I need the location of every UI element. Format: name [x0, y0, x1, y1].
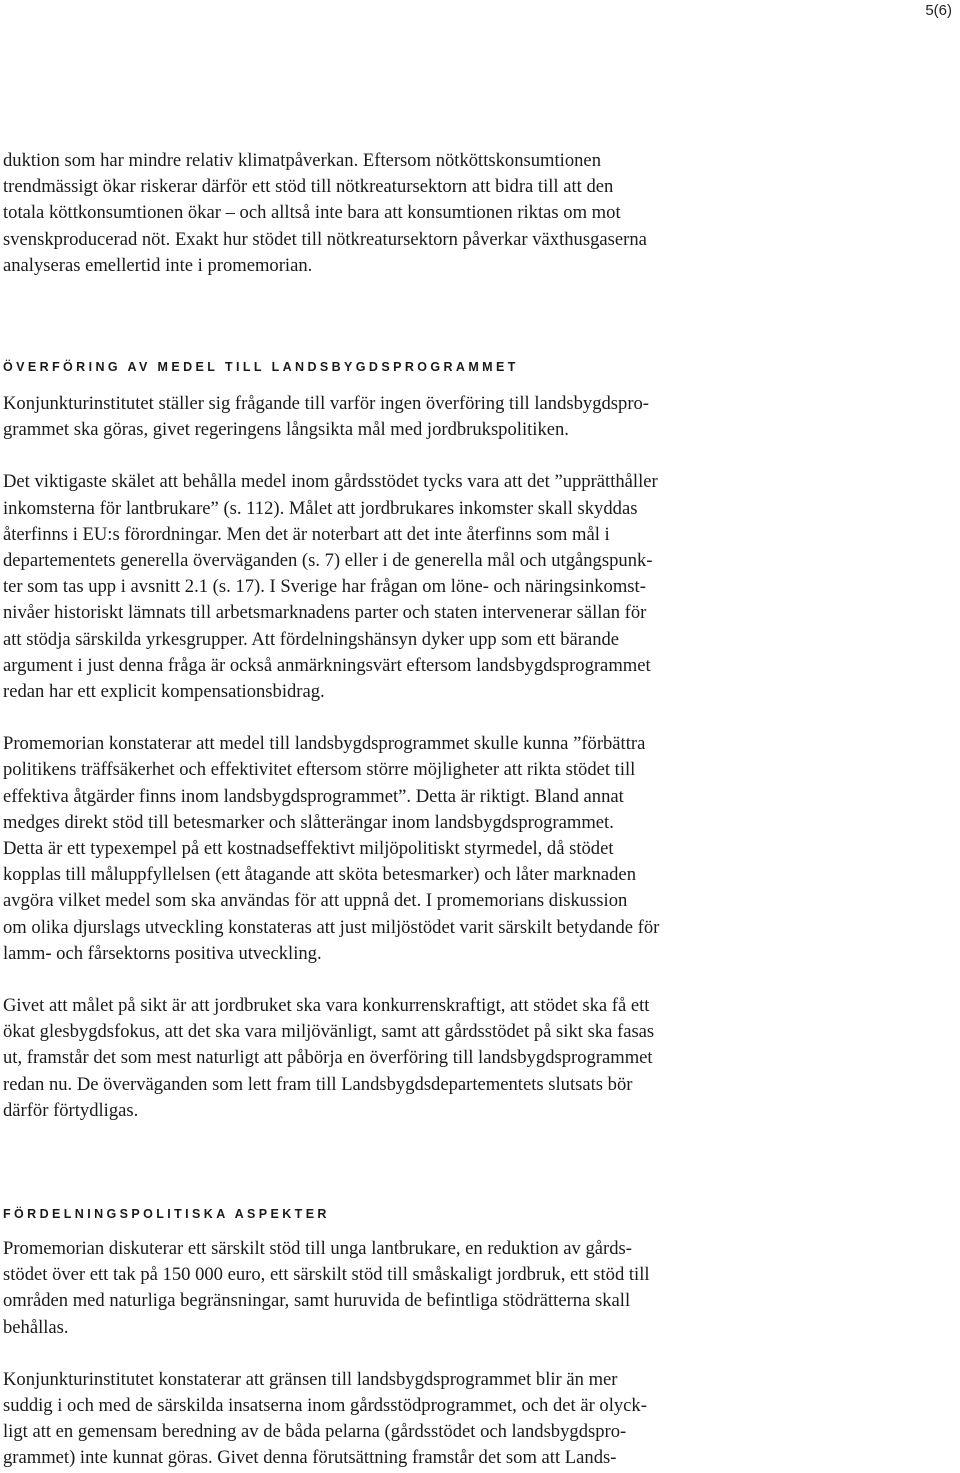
section-fordelning — [3, 1236, 793, 1472]
paragraph — [3, 469, 793, 705]
text-line: områden med naturliga begränsningar, samt huruvida de befintliga stödrätterna skall — [3, 1290, 631, 1312]
section-heading-overforing: ÖVERFÖRING AV MEDEL TILL LANDSBYGDSPROGRAMMET — [3, 360, 519, 374]
text-line: redan nu. De överväganden som lett fram till Landsbygdsdepartementets slutsats bör — [3, 1073, 633, 1095]
text-line: svenskproducerad nöt. Exakt hur stödet till nötkreatursektorn påverkar växthusgaserna — [3, 228, 647, 250]
text-line: avgöra vilket medel som ska användas för att uppnå det. I promemorians diskussion — [3, 890, 628, 912]
text-line: totala köttkonsumtionen ökar – och alltså inte bara att konsumtionen riktas om mot — [3, 202, 621, 224]
paragraph — [3, 1367, 793, 1472]
text-line: suddig i och med de särskilda insatserna inom gårdsstödprogrammet, och det är olyck- — [3, 1395, 647, 1417]
text-line: grammet ska göras, givet regeringens långsikta mål med jordbrukspolitiken. — [3, 419, 569, 441]
section-heading-fordelning: FÖRDELNINGSPOLITISKA ASPEKTER — [3, 1207, 330, 1221]
text-line: Promemorian konstaterar att medel till landsbygdsprogrammet skulle kunna ”förbättra — [3, 733, 646, 755]
text-line: behållas. — [3, 1316, 69, 1338]
text-line: ligt att en gemensam beredning av de båda pelarna (gårdsstödet och landsbygdspro- — [3, 1421, 627, 1443]
text-line: argument i just denna fråga är också anmärkningsvärt eftersom landsbygdsprogrammet — [3, 654, 651, 676]
text-line: återfinns i EU:s förordningar. Men det är noterbart att det inte återfinns som mål i — [3, 523, 610, 545]
paragraph — [3, 993, 793, 1124]
intro-paragraph — [3, 148, 793, 279]
text-line: Givet att målet på sikt är att jordbruket ska vara konkurrenskraftigt, att stödet ska få ett — [3, 995, 650, 1017]
text-line: kopplas till måluppfyllelsen (ett åtagande att sköta betesmarker) och låter marknaden — [3, 864, 636, 886]
text-line: lamm- och fårsektorns positiva utveckling. — [3, 942, 322, 964]
text-line: Det viktigaste skälet att behålla medel inom gårdsstödet tycks vara att det ”upprätthåller — [3, 471, 658, 493]
text-line: grammet) inte kunnat göras. Givet denna förutsättning framstår det som att Lands- — [3, 1447, 617, 1469]
text-line: ter som tas upp i avsnitt 2.1 (s. 17). I Sverige har frågan om löne- och näringsinkomst- — [3, 576, 646, 598]
section-overforing — [3, 391, 793, 1124]
text-line: Detta är ett typexempel på ett kostnadseffektivt miljöpolitiskt styrmedel, då stödet — [3, 838, 614, 860]
text-line: duktion som har mindre relativ klimatpåverkan. Eftersom nötköttskonsumtionen — [3, 150, 601, 171]
text-line: inkomsterna för lantbrukare” (s. 112). Målet att jordbrukares inkomster skall skyddas — [3, 497, 638, 519]
text-line: analyseras emellertid inte i promemorian. — [3, 254, 313, 276]
text-line: departementets generella överväganden (s. 7) eller i de generella mål och utgångspunk- — [3, 550, 653, 572]
text-line: ut, framstår det som mest naturligt att påbörja en överföring till landsbygdsprogrammet — [3, 1047, 653, 1069]
document-body — [3, 148, 793, 279]
text-line: politikens träffsäkerhet och effektivitet eftersom större möjligheter att rikta stödet till — [3, 759, 636, 781]
text-line: därför förtydligas. — [3, 1099, 139, 1121]
text-line: trendmässigt ökar riskerar därför ett stöd till nötkreatursektorn att bidra till att den — [3, 176, 614, 198]
text-line: Promemorian diskuterar ett särskilt stöd till unga lantbrukare, en reduktion av gårds- — [3, 1238, 632, 1259]
text-line: redan har ett explicit kompensationsbidrag. — [3, 681, 325, 703]
text-line: stödet över ett tak på 150 000 euro, ett särskilt stöd till småskaligt jordbruk, ett stöd till — [3, 1264, 650, 1286]
text-line: ökat glesbygdsfokus, att det ska vara miljövänligt, samt att gårdsstödet på sikt ska fasas — [3, 1021, 655, 1043]
text-line: Konjunkturinstitutet ställer sig frågande till varför ingen överföring till landsbygdspro- — [3, 393, 649, 414]
text-line: nivåer historiskt lämnats till arbetsmarknadens parter och staten intervenerar sällan för — [3, 602, 647, 624]
paragraph — [3, 391, 793, 443]
text-line: medges direkt stöd till betesmarker och slåtterängar inom landsbygdsprogrammet. — [3, 811, 614, 833]
paragraph — [3, 1236, 793, 1341]
page-number: 5(6) — [925, 2, 952, 19]
text-line: Konjunkturinstitutet konstaterar att gränsen till landsbygdsprogrammet blir än mer — [3, 1368, 618, 1390]
paragraph — [3, 731, 793, 967]
text-line: effektiva åtgärder finns inom landsbygdsprogrammet”. Detta är riktigt. Bland annat — [3, 785, 624, 807]
text-line: om olika djurslags utveckling konstateras att just miljöstödet varit särskilt betydande för — [3, 916, 660, 938]
text-line: att stödja särskilda yrkesgrupper. Att fördelningshänsyn dyker upp som ett bärande — [3, 628, 620, 650]
